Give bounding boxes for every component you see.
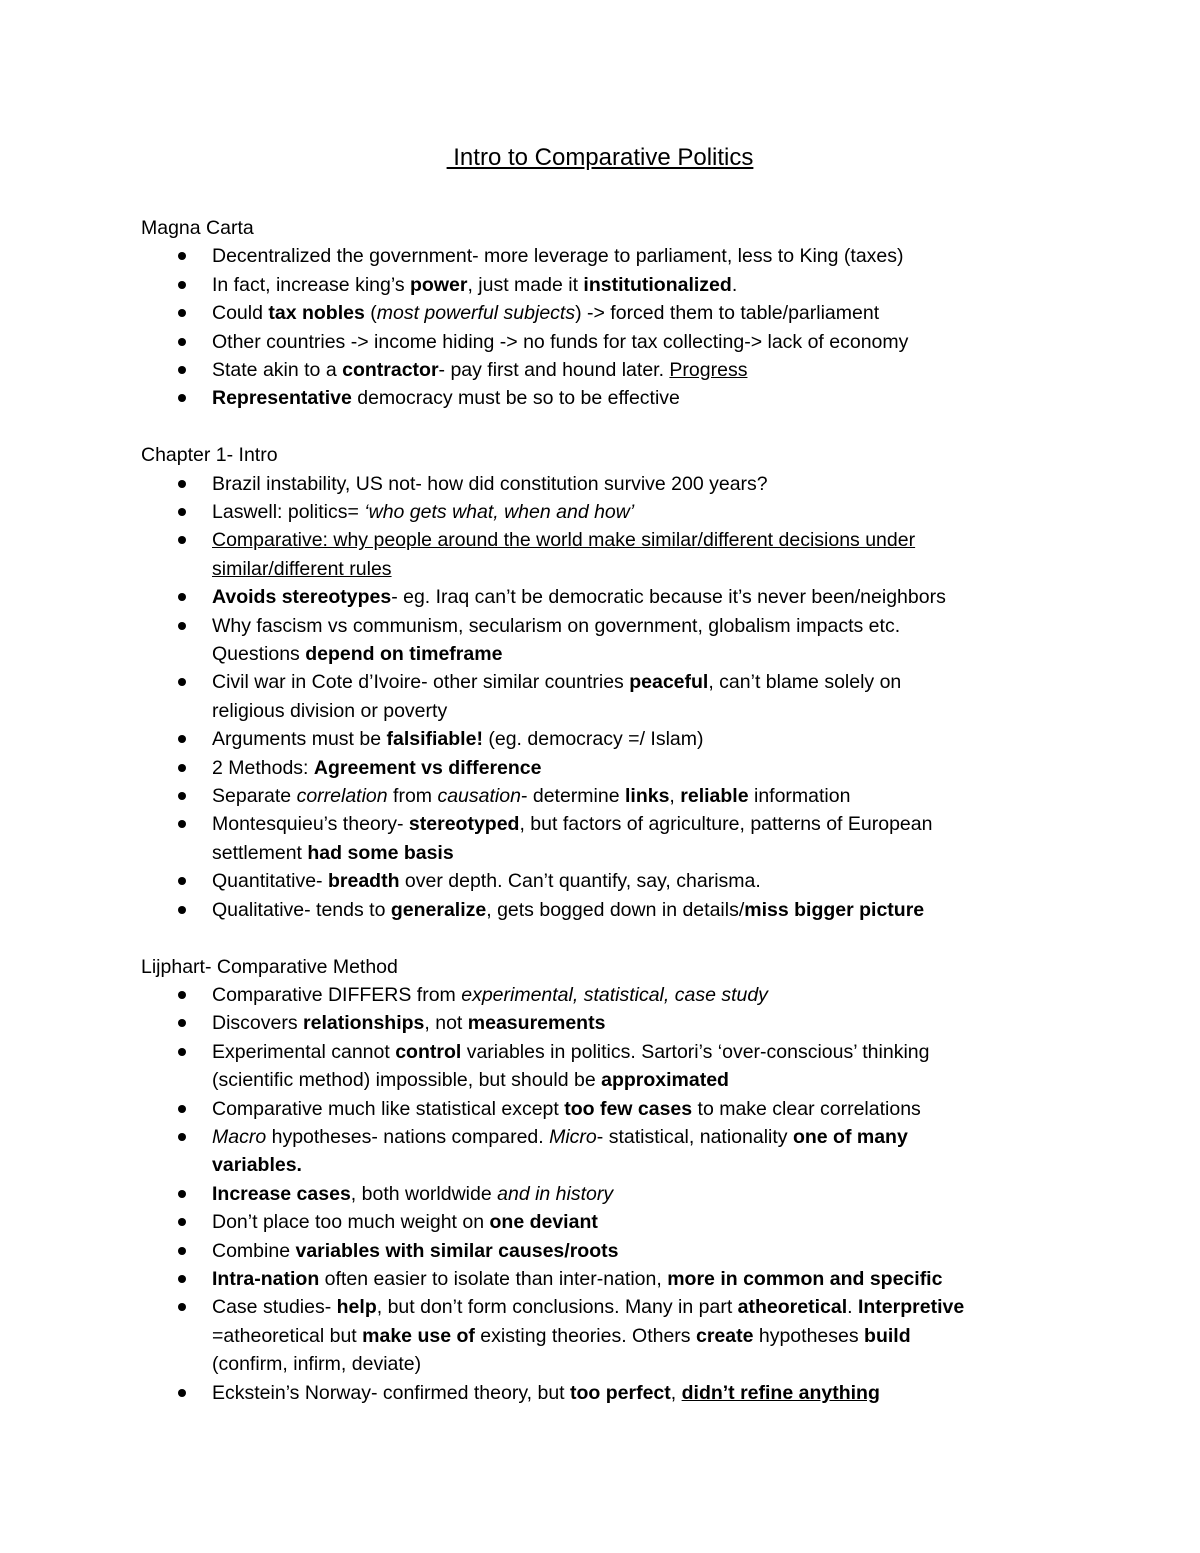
text-run: . [847, 1296, 858, 1319]
bullet-icon [178, 764, 186, 772]
page-title: Intro to Comparative Politics [446, 144, 754, 171]
text-run: democracy must be so to be effective [351, 387, 680, 410]
text-run: Other countries -> income hiding -> no funds for tax collecting-> lack of economy [212, 330, 909, 353]
text-run: relationships [303, 1012, 425, 1035]
list-item [141, 1265, 1061, 1293]
list-item [141, 754, 1061, 782]
list-item [141, 1379, 1061, 1407]
text-run: Interpretive [857, 1296, 965, 1319]
text-run: , not [424, 1012, 468, 1035]
text-run: ) -> forced them to table/parliament [575, 302, 880, 325]
text-run: reliable [680, 785, 749, 808]
text-run: help [336, 1296, 377, 1319]
bullet-icon [178, 622, 186, 630]
text-run: atheoretical [737, 1296, 848, 1319]
text-run: =atheoretical but [212, 1324, 357, 1347]
text-run: Separate [212, 785, 297, 808]
text-run: too few cases [564, 1097, 693, 1120]
text-run: miss bigger picture [744, 898, 925, 921]
text-run: - eg. Iraq can’t be democratic because it’s never been/neighbors [391, 586, 946, 609]
text-run: , [669, 785, 681, 808]
list-item [141, 668, 1061, 725]
bullet-icon [178, 338, 186, 346]
text-run: existing theories. Others [474, 1324, 696, 1347]
text-run: experimental, statistical, case study [461, 983, 768, 1006]
text-run: falsifiable! [386, 728, 483, 751]
bullet-icon [178, 1190, 186, 1198]
text-run: measurements [467, 1012, 606, 1035]
text-run: Agreement vs difference [313, 756, 542, 779]
bullet-icon [178, 252, 186, 260]
bullet-list [141, 242, 1061, 412]
text-run: - determine [520, 785, 625, 808]
bullet-icon [178, 366, 186, 374]
text-run: information [748, 785, 851, 808]
bullet-icon [178, 877, 186, 885]
text-run: Combine [212, 1239, 296, 1262]
text-run: Decentralized the government- more leverage to parliament, less to King (taxes) [212, 245, 904, 268]
text-run: Avoids stereotypes [212, 586, 392, 609]
bullet-icon [178, 281, 186, 289]
list-item [141, 1009, 1061, 1037]
text-run: , gets bogged down in details/ [486, 898, 745, 921]
list-item [141, 1038, 1061, 1095]
bullet-list [141, 981, 1061, 1407]
text-run: In fact, increase king’s [212, 273, 410, 296]
text-run: , but factors of agriculture, patterns of European settlement [212, 813, 933, 864]
list-item [141, 867, 1061, 895]
text-run: (eg. democracy =/ Islam) [482, 728, 704, 751]
text-run: ‘who gets what, when and how’ [364, 501, 635, 524]
section-heading: Lijphart- Comparative Method [141, 955, 398, 978]
text-run: hypotheses- nations compared. [266, 1125, 550, 1148]
list-item [141, 612, 1061, 669]
text-run: 2 Methods: [212, 756, 314, 779]
bullet-icon [178, 1019, 186, 1027]
bullet-icon [178, 1275, 186, 1283]
text-run: Discovers [212, 1012, 304, 1035]
text-run: , both worldwide [350, 1182, 498, 1205]
text-run: often easier to isolate than inter-nation, [319, 1267, 668, 1290]
text-run: - pay first and hound later. [438, 359, 670, 382]
text-run: Eckstein’s Norway- confirmed theory, but [212, 1381, 570, 1404]
text-run: , can’t blame solely on religious division or poverty [212, 671, 902, 722]
text-run: , just made it [467, 273, 584, 296]
bullet-icon [178, 1048, 186, 1056]
bullet-icon [178, 1389, 186, 1397]
text-run: Intra-nation [212, 1267, 320, 1290]
bullet-icon [178, 1133, 186, 1141]
bullet-icon [178, 735, 186, 743]
bullet-icon [178, 678, 186, 686]
list-item [141, 498, 1061, 526]
text-run: (confirm, infirm, deviate) [212, 1353, 422, 1376]
list-item [141, 299, 1061, 327]
text-run: , but don’t form conclusions. Many in part [376, 1296, 738, 1319]
bullet-icon [178, 1247, 186, 1255]
text-run: control [395, 1040, 462, 1063]
text-run: breadth [327, 870, 400, 893]
text-run: Arguments must be [212, 728, 387, 751]
list-item [141, 384, 1061, 412]
bullet-icon [178, 991, 186, 999]
list-item [141, 1180, 1061, 1208]
text-run: Why fascism vs communism, secularism on government, globalism impacts etc. Questions [212, 614, 901, 666]
bullet-icon [178, 394, 186, 402]
text-run: over depth. Can’t quantify, say, charisma. [399, 870, 761, 893]
bullet-icon [178, 820, 186, 828]
list-item [141, 725, 1061, 753]
text-run: Qualitative- tends to [212, 898, 391, 921]
text-run: contractor [342, 359, 439, 382]
bullet-icon [178, 536, 186, 544]
list-item [141, 271, 1061, 299]
list-item [141, 1095, 1061, 1123]
text-run: variables with similar causes/roots [295, 1239, 619, 1262]
list-item [141, 328, 1061, 356]
section-heading: Magna Carta [141, 217, 254, 239]
list-item [141, 583, 1061, 611]
text-run: more in common and specific [667, 1267, 943, 1290]
text-run: stereotyped [408, 813, 520, 836]
text-run: Experimental cannot [212, 1040, 396, 1063]
list-item [141, 981, 1061, 1009]
list-item [141, 782, 1061, 810]
list-item [141, 470, 1061, 498]
section-spacer [141, 924, 1061, 952]
document-body [141, 214, 1061, 1407]
text-run: links [624, 785, 670, 808]
bullet-icon [178, 792, 186, 800]
list-item [141, 810, 1061, 867]
text-run: Increase cases [212, 1182, 351, 1205]
text-run: State akin to a [212, 359, 343, 382]
text-run: most powerful subjects [376, 302, 576, 325]
section-chapter-1-intro [141, 441, 1061, 924]
text-run: and in history [497, 1182, 614, 1205]
text-run: causation [437, 785, 521, 808]
bullet-icon [178, 309, 186, 317]
text-run: one of many variables. [212, 1125, 908, 1177]
section-heading: Chapter 1- Intro [141, 444, 278, 467]
text-run: . [731, 273, 738, 296]
list-item [141, 242, 1061, 270]
list-item [141, 896, 1061, 924]
text-run: Don’t place too much weight on [212, 1211, 490, 1234]
text-run: depend on timeframe [305, 643, 503, 666]
list-item [141, 356, 1061, 384]
text-run: hypotheses [753, 1324, 865, 1347]
text-run: Representative [212, 387, 352, 410]
text-run: make use of [362, 1324, 475, 1347]
text-run: Quantitative- [212, 870, 328, 893]
text-run: tax nobles [268, 302, 365, 325]
text-run: Comparative much like statistical except [212, 1097, 565, 1120]
text-run: power [410, 273, 468, 296]
text-run: Montesquieu’s theory- [212, 813, 409, 836]
bullet-icon [178, 1105, 186, 1113]
text-run: had some basis [307, 841, 454, 864]
text-run: ( [364, 302, 377, 325]
bullet-icon [178, 1303, 186, 1311]
list-item [141, 1293, 1061, 1378]
text-run: from [387, 785, 438, 808]
text-run: Macro [212, 1125, 267, 1148]
list-item [141, 526, 1061, 583]
text-run: Comparative: why people around the world make similar/different decisions under similar/different rules [212, 529, 916, 580]
text-run: Civil war in Cote d’Ivoire- other similar countries [212, 671, 630, 694]
text-run: Progress [669, 359, 748, 382]
text-run: Brazil instability, US not- how did constitution survive 200 years? [212, 472, 768, 495]
text-run: too perfect [570, 1381, 671, 1404]
bullet-icon [178, 906, 186, 914]
section-spacer [141, 413, 1061, 441]
text-run: generalize [390, 898, 487, 921]
text-run: build [864, 1324, 911, 1347]
text-run: peaceful [629, 671, 709, 694]
bullet-icon [178, 508, 186, 516]
text-run: to make clear correlations [692, 1097, 921, 1120]
text-run: , [670, 1381, 682, 1404]
text-run: Comparative DIFFERS from [212, 983, 462, 1006]
text-run: approximated [601, 1069, 729, 1092]
section-magna-carta [141, 214, 1061, 413]
text-run: - statistical, nationality [596, 1125, 793, 1148]
text-run: institutionalized [583, 273, 732, 296]
bullet-icon [178, 1218, 186, 1226]
bullet-icon [178, 593, 186, 601]
text-run: one deviant [489, 1211, 598, 1234]
section-lijphart-comparative-method [141, 953, 1061, 1407]
list-item [141, 1237, 1061, 1265]
text-run: Laswell: politics= [212, 501, 365, 524]
text-run: Case studies- [212, 1296, 337, 1319]
list-item [141, 1123, 1061, 1180]
text-run: variables in politics. Sartori’s ‘over-conscious’ thinking (scientific method) impossible, but should be [212, 1040, 930, 1092]
text-run: correlation [296, 785, 388, 808]
text-run: didn’t refine anything [681, 1381, 880, 1404]
text-run: Could [212, 302, 269, 325]
bullet-icon [178, 480, 186, 488]
text-run: Micro [549, 1125, 597, 1148]
bullet-list [141, 470, 1061, 925]
list-item [141, 1208, 1061, 1236]
text-run: create [695, 1324, 754, 1347]
